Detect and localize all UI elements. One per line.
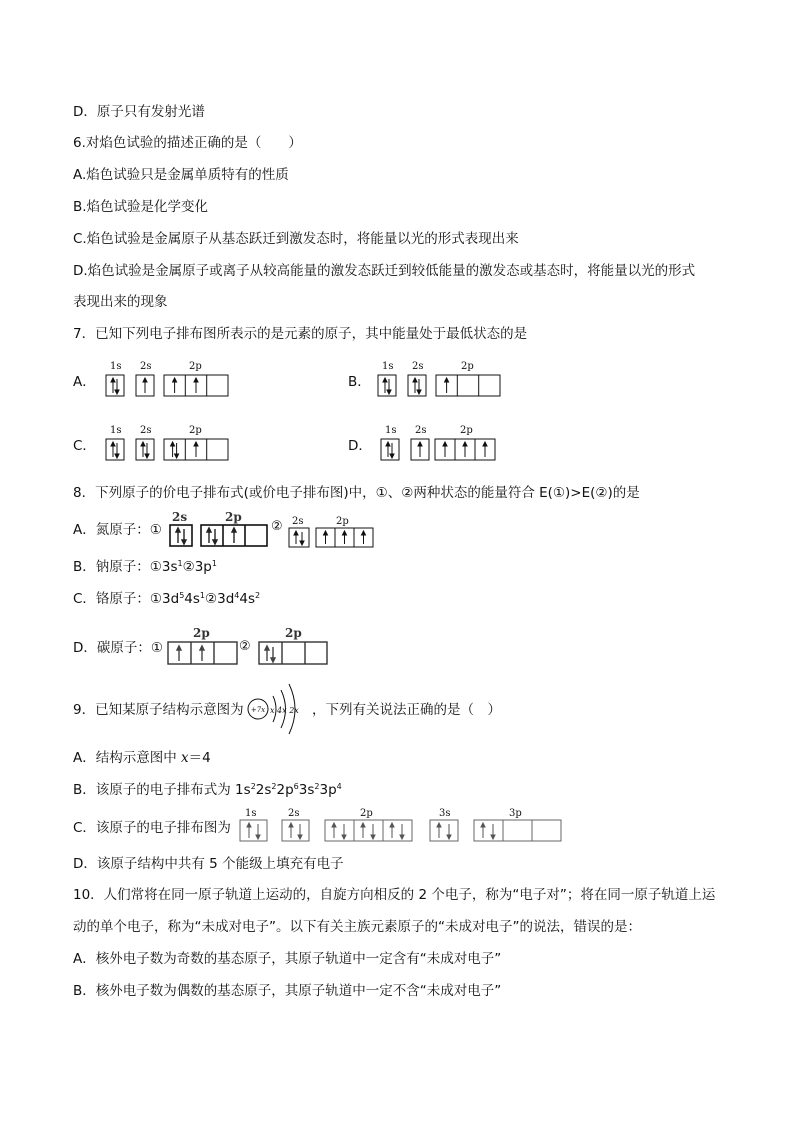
orbital-label-2p: 2p [360, 808, 373, 819]
orbital-label-2p: 2p [189, 425, 202, 436]
q8-option-c: C．铬原子：$①3d^54s^1②3d^44s^2$ [73, 591, 261, 607]
q6-option-b: B.焰色试验是化学变化 [73, 199, 209, 215]
orbital-label-2p: 2p [193, 626, 210, 640]
circle-2-label: ② [239, 639, 251, 654]
orbital-label-2p: 2p [460, 425, 473, 436]
nucleus-charge: +7x [250, 706, 266, 714]
q9-option-d: D．该原子结构中共有 5 个能级上填充有电子 [73, 856, 344, 872]
orbital-label-2s: 2s [172, 510, 188, 524]
orbital-label-2s: 2s [140, 425, 152, 436]
q10-option-b: B．核外电子数为偶数的基态原子，其原子轨道中一定不含“未成对电子” [73, 983, 502, 999]
q10-option-a: A．核外电子数为奇数的基态原子，其原子轨道中一定含有“未成对电子” [73, 951, 502, 967]
electron-arrows [176, 528, 236, 544]
q7-label-b: B． [348, 374, 371, 390]
q10-stem-line1: 10．人们常将在同一原子轨道上运动的，自旋方向相反的 2 个电子，称为“电子对”；将在同一原子轨道上运 [73, 887, 716, 903]
orbital-label-2s: 2s [412, 361, 424, 372]
q5-option-d: D．原子只有发射光谱 [73, 104, 205, 120]
q8-stem: 8．下列原子的价电子排布式(或价电子排布图)中，①、②两种状态的能量符合 E(①)>E(②)的是 [73, 485, 640, 501]
q7-stem: 7．已知下列电子排布图所表示的是元素的原子，其中能量处于最低状态的是 [73, 326, 528, 342]
orbital-label-1s: 1s [385, 425, 397, 436]
electron-arrows [383, 378, 449, 394]
q6-stem: 6.对焰色试验的描述正确的是（ ） [73, 135, 302, 151]
orbital-label-2p: 2p [461, 361, 474, 372]
q7-diagram-c [100, 420, 235, 466]
q9-option-b: B．该原子的电子排布式为 $1s^22s^22p^63s^23p^4$ [73, 782, 342, 798]
q8-option-b: B．钠原子：$①3s^1②3p^1$ [73, 559, 217, 575]
q7-label-c: C． [73, 438, 96, 454]
q8-diagram-a [163, 508, 378, 550]
electron-arrows [294, 531, 366, 545]
q7-diagram-d [375, 420, 510, 466]
orbital-label-2s: 2s [140, 361, 152, 372]
q7-diagram-b [372, 356, 507, 402]
shell-electrons: x 4x 2x [270, 706, 299, 715]
orbital-label-2p: 2p [336, 516, 349, 527]
q8-option-d-prefix: D．碳原子：① [73, 640, 163, 656]
orbital-label-1s: 1s [110, 361, 122, 372]
q9-stem-pre: 9．已知某原子结构示意图为 [73, 702, 244, 718]
q9-option-a: A．结构示意图中 x＝4 [73, 750, 211, 766]
q9-stem-post: ，下列有关说法正确的是（ ） [312, 702, 501, 718]
orbital-label-2s: 2s [292, 516, 304, 527]
atomic-structure-diagram [246, 682, 312, 736]
q9-orbital-diagram [232, 802, 567, 844]
orbital-label-2s: 2s [288, 808, 300, 819]
orbital-label-1s: 1s [382, 361, 394, 372]
orbital-label-1s: 1s [110, 425, 122, 436]
orbital-label-2p: 2p [285, 626, 302, 640]
orbital-label-2p: 2p [225, 510, 242, 524]
circle-2-label: ② [271, 519, 283, 534]
q7-label-d: D． [348, 438, 372, 454]
electron-arrows [265, 646, 275, 662]
q10-stem-line2: 动的单个电子，称为“未成对电子”。以下有关主族元素原子的“未成对电子”的说法，错误的是： [73, 919, 641, 935]
q7-label-a: A． [73, 374, 96, 390]
q8-diagram-d [163, 622, 333, 668]
q8-option-a-prefix: A．氮原子：① [73, 522, 162, 538]
electron-arrows [386, 442, 487, 458]
q6-option-a: A.焰色试验只是金属单质特有的性质 [73, 167, 289, 183]
orbital-label-3s: 3s [439, 808, 451, 819]
q6-option-d-line2: 表现出来的现象 [73, 294, 168, 310]
q6-option-c: C.焰色试验是金属原子从基态跃迁到激发态时，将能量以光的形式表现出来 [73, 231, 519, 247]
q7-diagram-a [100, 356, 235, 402]
orbital-label-2s: 2s [415, 425, 427, 436]
orbital-label-2p: 2p [189, 361, 202, 372]
q9-option-c: C．该原子的电子排布图为 [73, 820, 231, 836]
orbital-label-3p: 3p [509, 808, 522, 819]
q6-option-d-line1: D.焰色试验是金属原子或离子从较高能量的激发态跃迁到较低能量的激发态或基态时，将能量以光的形式 [73, 263, 696, 279]
orbital-label-1s: 1s [245, 808, 257, 819]
